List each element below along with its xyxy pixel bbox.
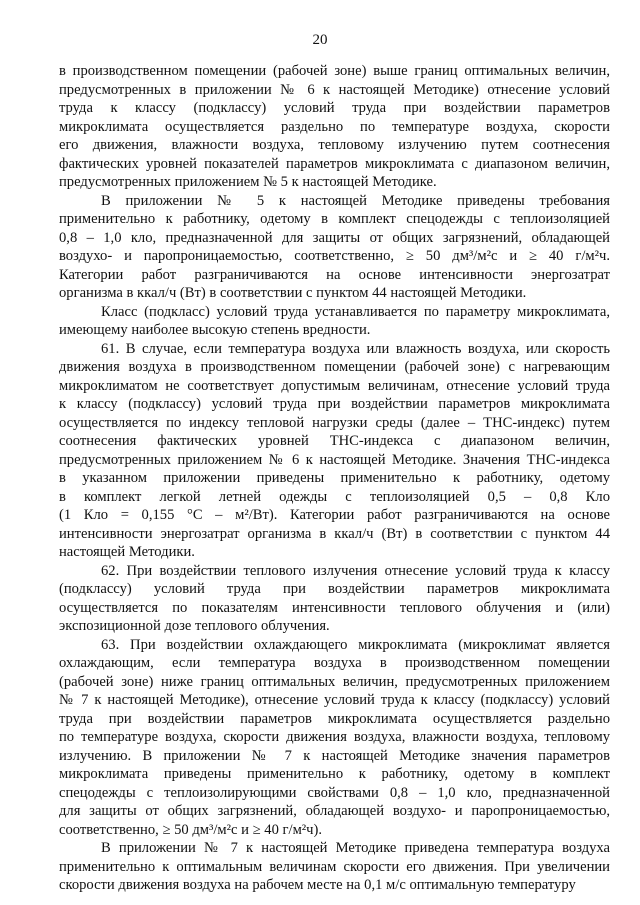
page-number: 20	[312, 32, 328, 48]
text-line: (1 Кло = 0,155 °С – м²/Вт). Категории работ разграничиваются на основе	[59, 507, 610, 523]
text-line: спецодежды с теплоизолирующими свойствами 0,8 – 1,0 кло, предназначенной	[59, 784, 610, 801]
text-line: осуществляется по показателям интенсивности теплового облучения и (или)	[59, 599, 610, 616]
text-line: организма в ккал/ч (Вт) в соответствии с пунктом 44 настоящей Методики.	[59, 285, 527, 301]
text-line: (подклассу) условий труда при воздействии параметров микроклимата	[59, 581, 610, 597]
paragraph	[59, 636, 610, 840]
text-line: в указанном приложении приведены применительно к работнику, одетому	[59, 470, 610, 486]
text-line: труда к классу (подклассу) условий труда при воздействии параметров	[59, 100, 610, 116]
text-line: микроклиматом не соответствует допустимым величинам, отнесение условий труда	[59, 377, 610, 394]
text-line: 63. При воздействии охлаждающего микроклимата (микроклимат является	[101, 636, 610, 653]
paragraph	[59, 839, 610, 895]
text-line: Категории работ разграничиваются на основе интенсивности энергозатрат	[59, 266, 610, 283]
document-body	[59, 62, 610, 895]
text-line: его движения, влажности воздуха, тепловому излучению путем соотнесения	[59, 137, 610, 153]
text-line: воздухо- и паропроницаемостью, соответственно, ≥ 50 дм³/м²с и ≥ 40 г/м²ч.	[59, 248, 610, 264]
text-line: (рабочей зоне) ниже границ оптимальных величин, предусмотренных приложением	[59, 673, 610, 690]
text-line: в комплект легкой летней одежды с теплоизоляцией 0,5 – 0,8 Кло	[59, 488, 610, 505]
text-line: движения воздуха в производственном помещении (рабочей зоне) с нагревающим	[59, 359, 610, 375]
text-line: предусмотренных приложением № 5 к настоящей Методике.	[59, 174, 437, 190]
text-line: имеющему наиболее высокую степень вредности.	[59, 322, 371, 338]
text-line: 62. При воздействии теплового излучения отнесение условий труда к классу	[101, 562, 610, 579]
text-line: № 7 к настоящей Методике), отнесение условий труда к классу (подклассу) условий	[59, 692, 610, 708]
text-line: экспозиционной дозе теплового облучения.	[59, 618, 330, 634]
text-line: предусмотренных приложением № 6 к настоящей Методике. Значения ТНС-индекса	[59, 451, 610, 468]
text-line: Класс (подкласс) условий труда устанавливается по параметру микроклимата,	[101, 303, 610, 320]
text-line: применительно к оптимальным величинам скорости его движения. При увеличении	[59, 858, 610, 875]
text-line: в производственном помещении (рабочей зоне) выше границ оптимальных величин,	[59, 63, 610, 79]
text-line: интенсивности энергозатрат организма в ккал/ч (Вт) в соответствии с пунктом 44	[59, 525, 610, 542]
text-line: настоящей Методики.	[59, 544, 195, 560]
text-line: для защиты от общих загрязнений, обладающей воздухо- и паропроницаемостью,	[59, 803, 610, 819]
text-line: охлаждающим, если температура воздуха в производственном помещении	[59, 655, 610, 671]
text-line: В приложении № 7 к настоящей Методике приведена температура воздуха	[101, 840, 610, 856]
text-line: фактических уровней показателей параметров микроклимата с диапазоном величин,	[59, 155, 610, 172]
paragraph	[59, 562, 610, 636]
text-line: труда при воздействии параметров микроклимата осуществляется раздельно	[59, 710, 610, 727]
text-line: микроклимата осуществляется раздельно по температуре воздуха, скорости	[59, 118, 610, 135]
text-line: предусмотренных в приложении № 6 к настоящей Методике) отнесение условий	[59, 81, 610, 98]
text-line: излучению. В приложении № 7 к настоящей Методике значения параметров	[59, 747, 610, 764]
text-line: 61. В случае, если температура воздуха или влажность воздуха, или скорость	[101, 340, 610, 357]
paragraph	[59, 340, 610, 562]
text-line: В приложении № 5 к настоящей Методике приведены требования	[101, 192, 610, 209]
text-line: соответственно, ≥ 50 дм³/м²с и ≥ 40 г/м²ч).	[59, 821, 323, 838]
text-line: по температуре воздуха, скорости движения воздуха, влажности воздуха, тепловому	[59, 729, 610, 745]
text-line: осуществляется по индексу тепловой нагрузки среды (далее – ТНС-индекс) путем	[59, 414, 610, 431]
text-line: микроклимата приведены применительно к работнику, одетому в комплект	[59, 766, 610, 782]
text-line: скорости движения воздуха на рабочем месте на 0,1 м/с оптимальную температуру	[59, 877, 576, 893]
paragraph	[59, 62, 610, 192]
paragraph	[59, 192, 610, 303]
text-line: к классу (подклассу) условий труда при воздействии параметров микроклимата	[59, 396, 610, 412]
paragraph	[59, 303, 610, 340]
text-line: соотнесения фактических уровней ТНС-индекса с диапазоном величин,	[59, 433, 610, 449]
text-line: применительно к работнику, одетому в комплект спецодежды с теплоизоляцией	[59, 211, 610, 227]
text-line: 0,8 – 1,0 кло, предназначенной для защиты от общих загрязнений, обладающей	[59, 229, 610, 246]
